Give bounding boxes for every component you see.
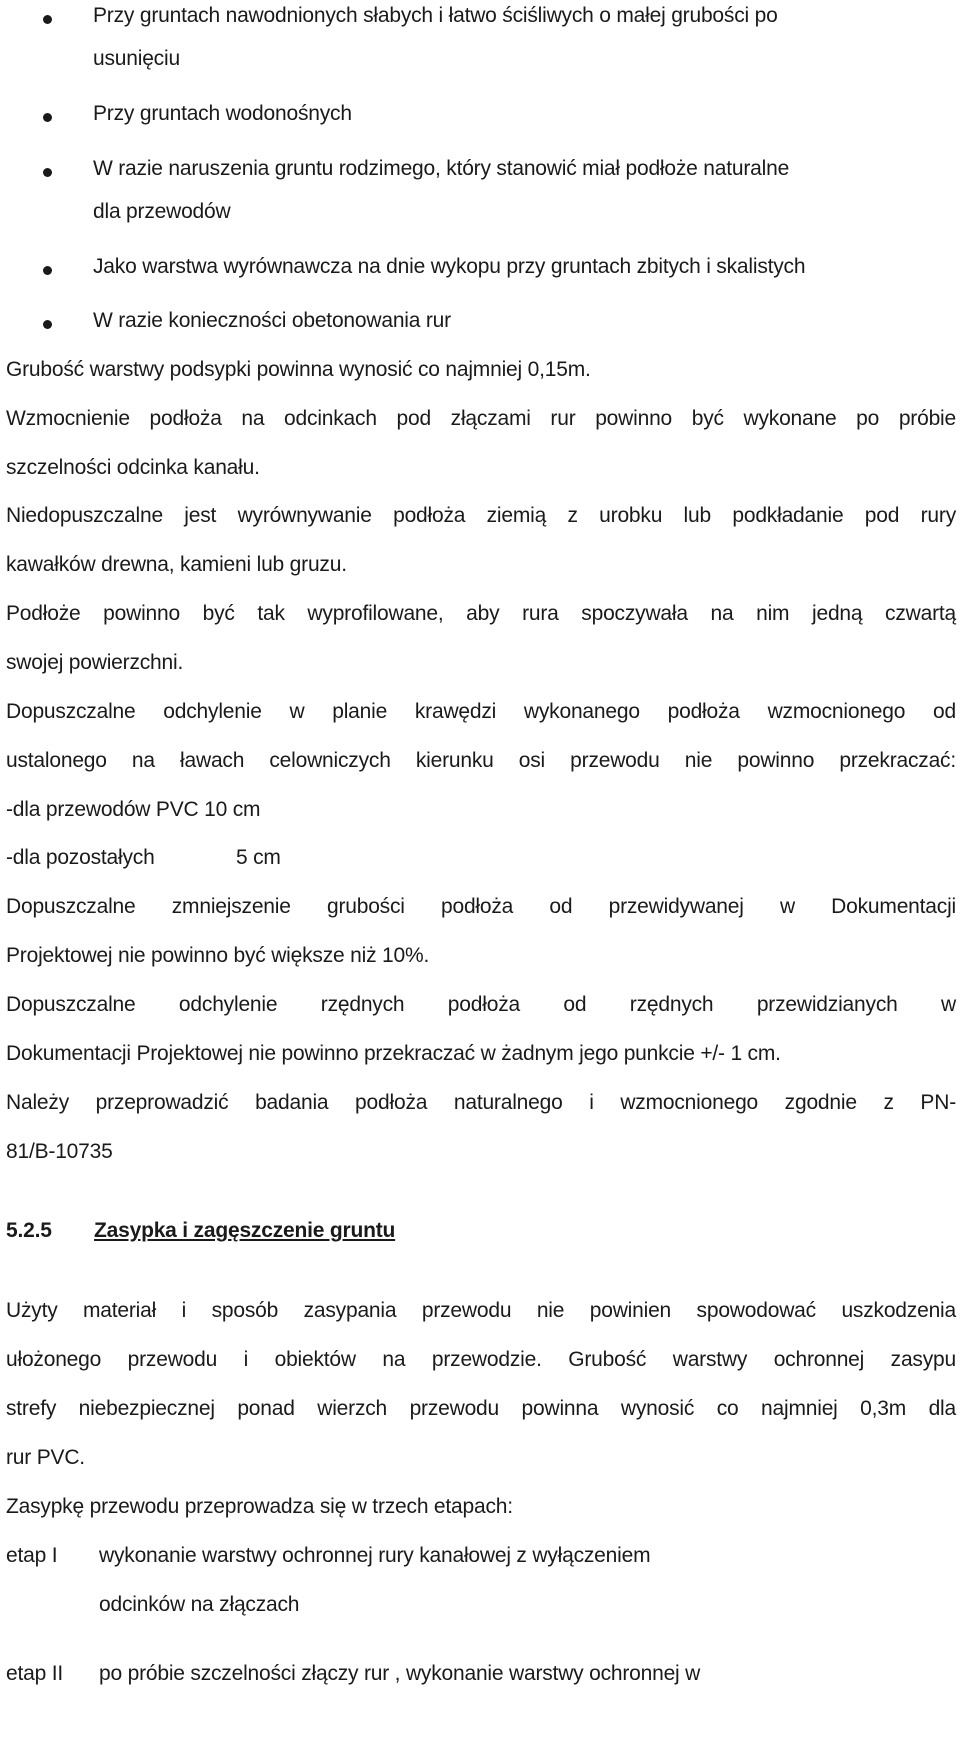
paragraph-thickness-reduction-line-1: Dopuszczalne zmniejszenie grubości podłoża od przewidywanej w Dokumentacji [6, 895, 956, 918]
stage-2-label: etap II [6, 1662, 63, 1685]
paragraph-deviation-line-2: ustalonego na ławach celowniczych kierunku osi przewodu nie powinno przekraczać: [6, 749, 956, 772]
paragraph-stages-intro: Zasypkę przewodu przeprowadza się w trzech etapach: [6, 1495, 513, 1518]
deviation-other-label: -dla pozostałych [6, 846, 155, 869]
paragraph-ordinates-line-2: Dokumentacji Projektowej nie powinno przekraczać w żadnym jego punkcie +/- 1 cm. [6, 1042, 781, 1065]
stage-1 [6, 1541, 956, 1571]
paragraph-backfill-line-3: strefy niebezpiecznej ponad wierzch przewodu powinna wynosić co najmniej 0,3m dla [6, 1397, 956, 1420]
paragraph-deviation-pvc: -dla przewodów PVC 10 cm [6, 798, 261, 821]
paragraph-leveling-line-1: Niedopuszczalne jest wyrównywanie podłoża ziemią z urobku lub podkładanie pod rury [6, 504, 956, 527]
paragraph-tests-line-2: 81/B-10735 [6, 1140, 113, 1163]
section-number: 5.2.5 [6, 1219, 52, 1242]
bullet-icon [43, 266, 52, 275]
paragraph-profile-line-2: swojej powierzchni. [6, 651, 184, 674]
paragraph-joint-reinforcement-line-2: szczelności odcinka kanału. [6, 456, 260, 479]
bullet-icon [43, 320, 52, 329]
stage-2-text: po próbie szczelności złączy rur , wykonanie warstwy ochronnej w [99, 1662, 701, 1685]
paragraph-ordinates-line-1: Dopuszczalne odchylenie rzędnych podłoża od rzędnych przewidzianych w [6, 993, 956, 1016]
section-heading [6, 1216, 956, 1246]
paragraph-backfill-line-2: ułożonego przewodu i obiektów na przewodzie. Grubość warstwy ochronnej zasypu [6, 1348, 956, 1371]
stage-1-text: wykonanie warstwy ochronnej rury kanałowej z wyłączeniem [99, 1544, 651, 1567]
paragraph-thickness-reduction-line-2: Projektowej nie powinno być większe niż 10%. [6, 944, 430, 967]
section-title: Zasypka i zagęszczenie gruntu [94, 1219, 396, 1242]
bullet-item-4: Jako warstwa wyrównawcza na dnie wykopu przy gruntach zbitych i skalistych [93, 255, 806, 278]
paragraph-leveling-line-2: kawałków drewna, kamieni lub gruzu. [6, 553, 347, 576]
stage-2 [6, 1659, 956, 1689]
bullet-icon [43, 15, 52, 24]
paragraph-joint-reinforcement-line-1: Wzmocnienie podłoża na odcinkach pod złączami rur powinno być wykonane po próbie [6, 407, 956, 430]
paragraph-bedding-thickness: Grubość warstwy podsypki powinna wynosić co najmniej 0,15m. [6, 358, 591, 381]
bullet-item-2: Przy gruntach wodonośnych [93, 102, 352, 125]
bullet-item-3-line-2: dla przewodów [93, 200, 231, 223]
paragraph-profile-line-1: Podłoże powinno być tak wyprofilowane, aby rura spoczywała na nim jedną czwartą [6, 602, 956, 625]
paragraph-backfill-line-4: rur PVC. [6, 1446, 85, 1469]
bullet-item-1-line-1: Przy gruntach nawodnionych słabych i łatwo ściśliwych o małej grubości po [93, 4, 778, 27]
bullet-icon [43, 168, 52, 177]
bullet-item-1-line-2: usunięciu [93, 47, 180, 70]
stage-1-text-line-2: odcinków na złączach [99, 1593, 300, 1616]
bullet-item-3-line-1: W razie naruszenia gruntu rodzimego, który stanowić miał podłoże naturalne [93, 157, 790, 180]
bullet-item-5: W razie konieczności obetonowania rur [93, 309, 451, 332]
stage-1-label: etap I [6, 1544, 58, 1567]
deviation-other-value: 5 cm [236, 846, 281, 869]
bullet-icon [43, 113, 52, 122]
paragraph-deviation-line-1: Dopuszczalne odchylenie w planie krawędzi wykonanego podłoża wzmocnionego od [6, 700, 956, 723]
paragraph-backfill-line-1: Użyty materiał i sposób zasypania przewodu nie powinien spowodować uszkodzenia [6, 1299, 956, 1322]
paragraph-tests-line-1: Należy przeprowadzić badania podłoża naturalnego i wzmocnionego zgodnie z PN- [6, 1091, 956, 1114]
paragraph-deviation-other [6, 843, 956, 873]
